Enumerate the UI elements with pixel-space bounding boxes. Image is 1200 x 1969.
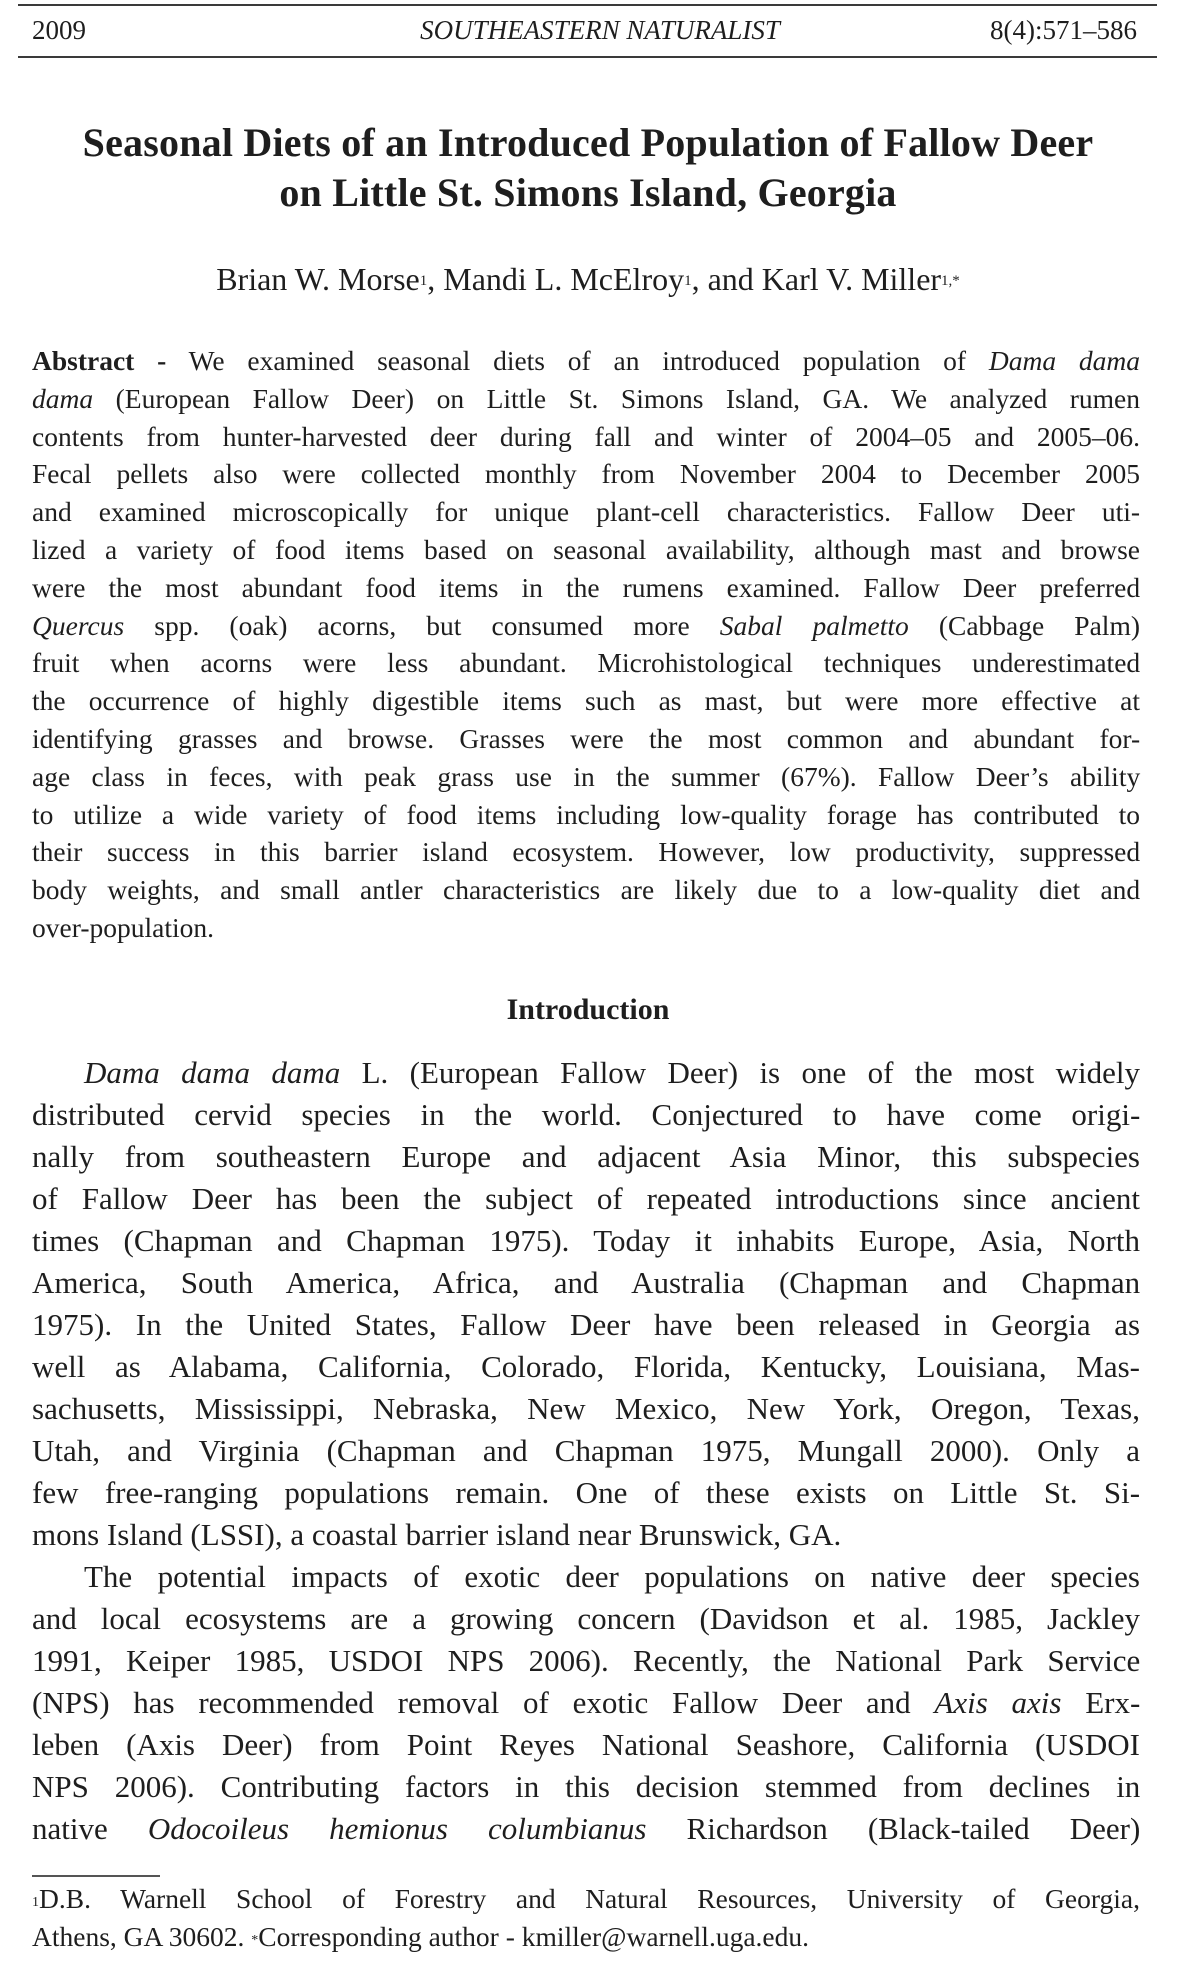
text-run: native: [32, 1811, 148, 1846]
section-heading-introduction: Introduction: [506, 993, 670, 1026]
header-bottom-rule: [18, 56, 1157, 58]
author-affiliation-marker: 1: [684, 273, 692, 289]
text-run: well as Alabama, California, Colorado, Florida, Kentucky, Louisiana, Mas-: [32, 1349, 1140, 1384]
text-run: their success in this barrier island ecosystem. However, low productivity, suppressed: [32, 836, 1141, 868]
abstract-line: [32, 531, 1140, 569]
text-run: America, South America, Africa, and Australia (Chapman and Chapman: [32, 1265, 1141, 1300]
introduction-body: [32, 1052, 1140, 1850]
introduction-line: [32, 1808, 1140, 1850]
text-run: 1991, Keiper 1985, USDOI NPS 2006). Recently, the National Park Service: [32, 1643, 1141, 1678]
text-run: to utilize a wide variety of food items including low-quality forage has contributed to: [32, 798, 1140, 830]
introduction-line: [32, 1430, 1140, 1472]
introduction-line: [32, 1304, 1140, 1346]
author-separator: , and: [691, 261, 762, 297]
footnote-marker: *: [251, 1932, 259, 1948]
author-name: Mandi L. McElroy: [443, 261, 685, 297]
text-run: (NPS) has recommended removal of exotic Fallow Deer and: [32, 1685, 935, 1720]
italic-term: Quercus: [32, 609, 125, 641]
abstract-line: [32, 682, 1140, 720]
abstract-line: [32, 342, 1140, 380]
author-list: [0, 258, 1176, 300]
text-run: body weights, and small antler characteristics are likely due to a low-quality diet and: [32, 874, 1141, 906]
abstract-line: [32, 644, 1140, 682]
text-run: of Fallow Deer has been the subject of repeated introductions since ancient: [32, 1181, 1140, 1216]
text-run: spp. (oak) acorns, but consumed more: [124, 609, 720, 641]
text-run: and local ecosystems are a growing concern (Davidson et al. 1985, Jackley: [32, 1601, 1140, 1636]
italic-term: Sabal palmetto: [719, 609, 909, 641]
introduction-line: [32, 1724, 1140, 1766]
introduction-line: [32, 1472, 1140, 1514]
italic-term: Odocoileus hemionus columbianus: [147, 1811, 647, 1846]
text-run: sachusetts, Mississippi, Nebraska, New Mexico, New York, Oregon, Texas,: [32, 1391, 1140, 1426]
text-run: Richardson (Black-tailed Deer): [646, 1811, 1141, 1846]
introduction-line: [32, 1640, 1140, 1682]
text-run: distributed cervid species in the world. Conjectured to have come origi-: [32, 1097, 1141, 1132]
text-run: age class in feces, with peak grass use in the summer (67%). Fallow Deer’s ability: [32, 760, 1141, 792]
article-title-line-2: on Little St. Simons Island, Georgia: [279, 170, 897, 215]
text-run: fruit when acorns were less abundant. Microhistological techniques underestimated: [32, 647, 1141, 679]
introduction-line: [32, 1094, 1140, 1136]
footnote-affiliation: [32, 1880, 1140, 1918]
text-run: and examined microscopically for unique plant-cell characteristics. Fallow Deer uti-: [32, 496, 1141, 528]
article-title-line-1: Seasonal Diets of an Introduced Population of Fallow Deer: [82, 120, 1094, 165]
author-affiliation-marker: 1,*: [941, 273, 960, 289]
abstract-line: [32, 720, 1140, 758]
abstract-label: Abstract -: [32, 345, 167, 376]
author-name: Karl V. Miller: [761, 261, 942, 297]
header-year: 2009: [32, 15, 86, 45]
introduction-line: [32, 1514, 1140, 1556]
text-run: leben (Axis Deer) from Point Reyes National Seashore, California (USDOI: [32, 1727, 1140, 1762]
abstract-line: [32, 607, 1140, 645]
italic-term: dama: [32, 382, 94, 414]
text-run: the occurrence of highly digestible items such as mast, but were more effective at: [32, 685, 1140, 717]
abstract-line: [32, 569, 1140, 607]
header-journal-name: SOUTHEASTERN NATURALIST: [420, 15, 780, 45]
introduction-line: [32, 1556, 1140, 1598]
header-volume-pages: 8(4):571–586: [990, 15, 1137, 45]
text-run: few free-ranging populations remain. One of these exists on Little St. Si-: [32, 1475, 1141, 1510]
abstract-line: [32, 758, 1140, 796]
introduction-line: [32, 1136, 1140, 1178]
text-run: mons Island (LSSI), a coastal barrier island near Brunswick, GA.: [32, 1517, 842, 1552]
text-run: Utah, and Virginia (Chapman and Chapman 1975, Mungall 2000). Only a: [32, 1433, 1140, 1468]
footnote-rule: [32, 1875, 160, 1877]
text-run: L. (European Fallow Deer) is one of the most widely: [340, 1055, 1140, 1090]
footnote-address-text: Athens, GA 30602.: [32, 1920, 252, 1952]
abstract-line: [32, 909, 1140, 947]
abstract-line: [32, 796, 1140, 834]
abstract-line: [32, 871, 1140, 909]
abstract-line: [32, 455, 1140, 493]
header-top-rule: [18, 4, 1157, 6]
text-run: 1975). In the United States, Fallow Deer have been released in Georgia as: [32, 1307, 1141, 1342]
introduction-line: [32, 1682, 1140, 1724]
text-run: (Cabbage Palm): [908, 609, 1140, 641]
introduction-line: [32, 1178, 1140, 1220]
introduction-line: [32, 1220, 1140, 1262]
introduction-line: [32, 1262, 1140, 1304]
footnote-affiliation-text: D.B. Warnell School of Forestry and Natural Resources, University of Georgia,: [39, 1883, 1140, 1914]
author-affiliation-marker: 1: [419, 273, 428, 289]
abstract-line: [32, 418, 1140, 456]
text-run: contents from hunter-harvested deer during fall and winter of 2004–05 and 2005–06.: [32, 420, 1140, 452]
text-run: (European Fallow Deer) on Little St. Simons Island, GA. We analyzed rumen: [93, 382, 1140, 414]
italic-term: Dama dama: [988, 345, 1140, 376]
abstract: [32, 342, 1140, 947]
footnotes: [32, 1880, 1140, 1955]
abstract-line: [32, 380, 1140, 418]
text-run: NPS 2006). Contributing factors in this decision stemmed from declines in: [32, 1769, 1141, 1804]
introduction-line: [32, 1388, 1140, 1430]
footnote-marker: 1: [32, 1895, 39, 1910]
footnote-corresponding: [32, 1918, 1140, 1956]
text-run: identifying grasses and browse. Grasses were the most common and abundant for-: [32, 722, 1141, 754]
text-run: We examined seasonal diets of an introduced population of: [166, 345, 989, 376]
italic-term: Dama dama dama: [84, 1055, 341, 1090]
italic-term: Axis axis: [934, 1685, 1062, 1720]
text-run: The potential impacts of exotic deer populations on native deer species: [84, 1559, 1140, 1594]
introduction-line: [32, 1766, 1140, 1808]
text-run: Erx-: [1061, 1685, 1141, 1720]
author-separator: ,: [427, 261, 444, 297]
text-run: over-population.: [32, 911, 214, 943]
author-name: Brian W. Morse: [216, 261, 420, 297]
abstract-line: [32, 833, 1140, 871]
text-run: nally from southeastern Europe and adjacent Asia Minor, this subspecies: [32, 1139, 1140, 1174]
text-run: lized a variety of food items based on seasonal availability, although mast and browse: [32, 533, 1140, 565]
text-run: times (Chapman and Chapman 1975). Today it inhabits Europe, Asia, North: [32, 1223, 1140, 1258]
introduction-line: [32, 1346, 1140, 1388]
footnote-corresponding-text: Corresponding author - kmiller@warnell.uga.edu.: [258, 1920, 809, 1952]
introduction-line: [32, 1598, 1140, 1640]
text-run: were the most abundant food items in the rumens examined. Fallow Deer preferred: [32, 571, 1141, 603]
abstract-line: [32, 493, 1140, 531]
introduction-line: [32, 1052, 1140, 1094]
text-run: Fecal pellets also were collected monthly from November 2004 to December 2005: [32, 458, 1140, 490]
